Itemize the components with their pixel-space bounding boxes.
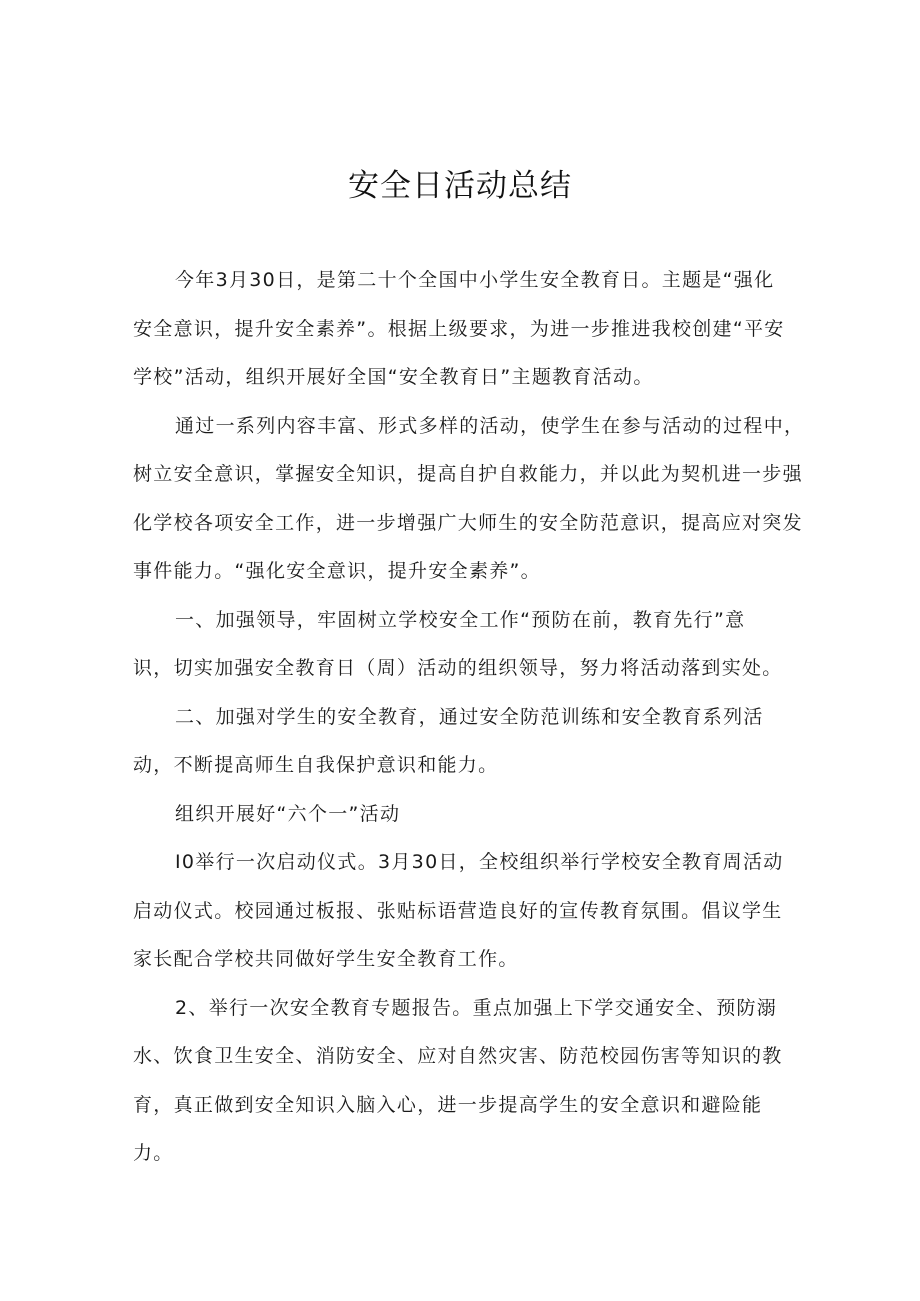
text-line: 识，切实加强安全教育日（周）活动的组织领导，努力将活动落到实处。 <box>133 657 783 679</box>
page-title: 安全日活动总结 <box>348 168 572 204</box>
text-line: 水、饮食卫生安全、消防安全、应对自然灾害、防范校园伤害等知识的教 <box>133 1045 783 1067</box>
text-line: 力。 <box>133 1142 174 1164</box>
text-line: 今年3月30日，是第二十个全国中小学生安全教育日。主题是“强化 <box>175 269 775 291</box>
text-line: 化学校各项安全工作，进一步增强广大师生的安全防范意识，提高应对突发 <box>133 511 803 534</box>
text-line: 动，不断提高师生自我保护意识和能力。 <box>133 754 499 776</box>
document-body <box>133 256 805 1178</box>
text-line: 2、举行一次安全教育专题报告。重点加强上下学交通安全、预防溺 <box>175 996 778 1019</box>
text-line: 安全意识，提升安全素养”。根据上级要求，为进一步推进我校创建“平安 <box>133 317 785 340</box>
text-line: I0举行一次启动仪式。3月30日，全校组织举行学校安全教育周活动 <box>175 851 784 873</box>
text-line: 育，真正做到安全知识入脑入心，进一步提高学生的安全意识和避险能 <box>133 1093 763 1116</box>
text-line: 通过一系列内容丰富、形式多样的活动，使学生在参与活动的过程中， <box>175 414 805 437</box>
text-line: 组织开展好“六个一”活动 <box>175 802 401 825</box>
text-line: 学校”活动，组织开展好全国“安全教育日”主题教育活动。 <box>133 366 654 388</box>
text-line: 二、加强对学生的安全教育，通过安全防范训练和安全教育系列活 <box>175 705 764 728</box>
text-line: 一、加强领导，牢固树立学校安全工作“预防在前，教育先行”意 <box>175 608 746 631</box>
text-line: 启动仪式。校园通过板报、张贴标语营造良好的宣传教育氛围。倡议学生 <box>133 899 783 922</box>
text-line: 事件能力。“强化安全意识，提升安全素养”。 <box>133 560 541 582</box>
text-line: 树立安全意识，掌握安全知识，提高自护自救能力，并以此为契机进一步强 <box>133 463 803 485</box>
text-line: 家长配合学校共同做好学生安全教育工作。 <box>133 948 519 970</box>
